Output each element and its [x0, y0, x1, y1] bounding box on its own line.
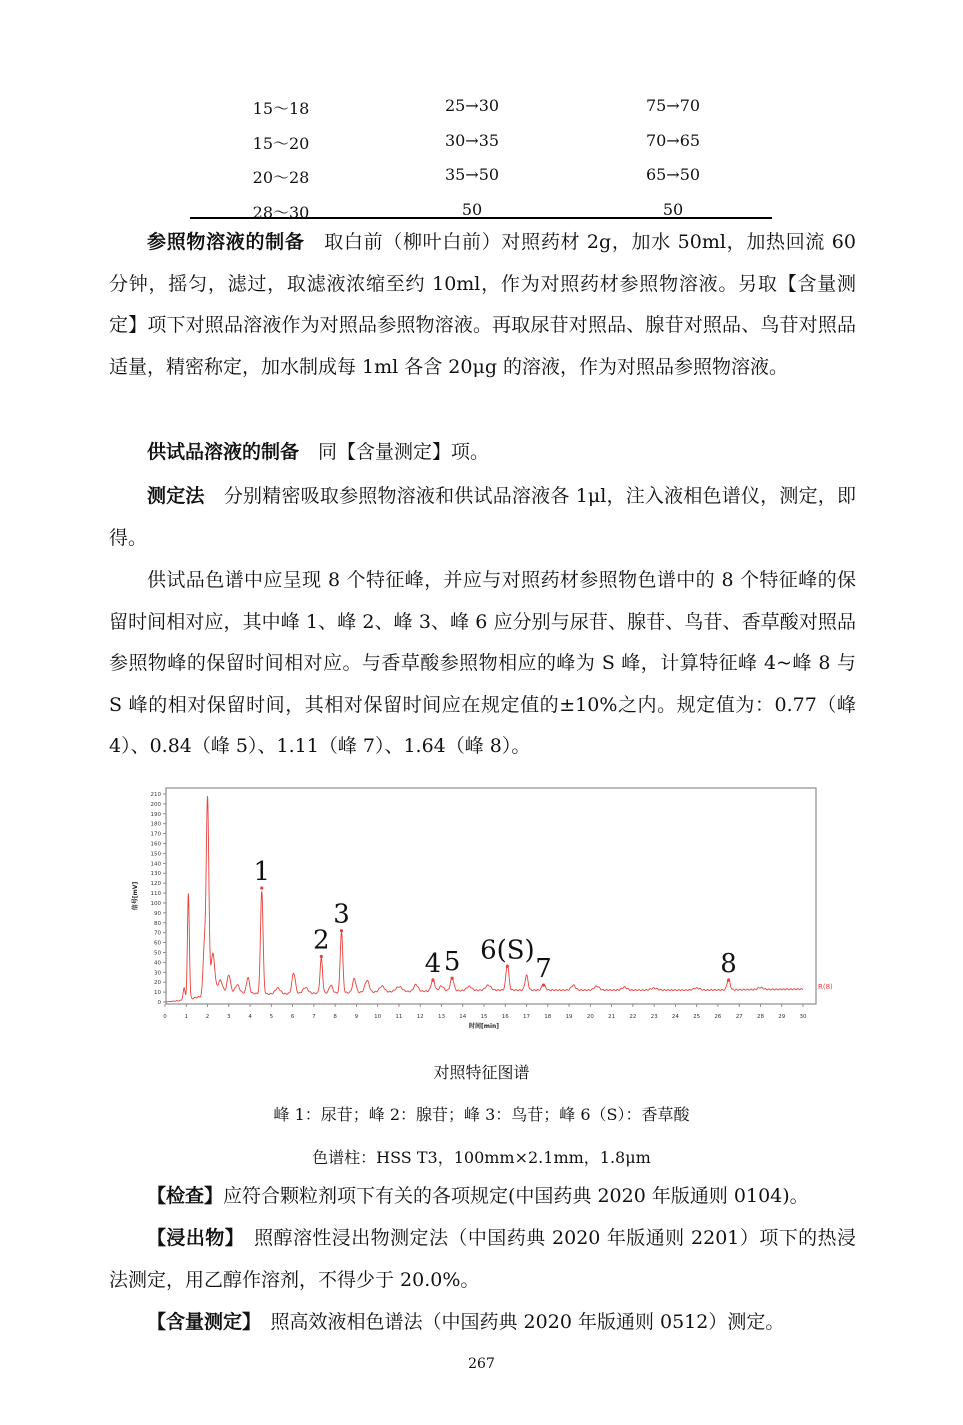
x-tick-label: 1: [184, 1014, 189, 1020]
x-tick-label: 26: [714, 1014, 722, 1020]
table-row: [190, 90, 772, 125]
x-tick-label: 3: [227, 1014, 231, 1020]
peak-label: 4: [424, 949, 442, 980]
phase-a-cell: 30→35: [444, 130, 500, 150]
extract-paragraph: [109, 1218, 856, 1301]
phase-b-cell: 50: [662, 199, 684, 219]
y-tick-label: 110: [150, 891, 161, 898]
peak-label: 5: [443, 947, 461, 978]
ref-solution-paragraph: [109, 222, 856, 388]
figure-column-note: 色谱柱：HSS T3，100mm×2.1mm，1.8μm: [312, 1148, 651, 1167]
x-tick-label: 20: [586, 1014, 594, 1020]
paragraph-text: 取白前（柳叶白前）对照药材 2g，加水 50ml，加热回流 60 分钟，摇匀，滤过，取滤液浓缩至约 10ml，作为对照药材参照物溶液。另取【含量测定】项下对照品溶液作为对照品参照物溶液。再取尿苷对照品、腺苷对照品、鸟苷对照品适量，精密称定，加水制成每 1ml 各含 20μg 的溶液，作为对照品参照物溶液。: [109, 231, 856, 378]
x-tick-label: 0: [163, 1014, 167, 1020]
phase-b-cell: 70→65: [645, 130, 701, 150]
y-tick-label: 180: [150, 821, 161, 828]
trace-label: R(8): [818, 983, 833, 992]
assay-paragraph: [109, 1302, 856, 1344]
section-lead: 【含量测定】: [147, 1311, 252, 1333]
y-tick-label: 150: [150, 851, 161, 858]
x-tick-label: 14: [459, 1014, 467, 1020]
x-tick-label: 17: [523, 1014, 531, 1020]
requirement-paragraph: [109, 560, 856, 768]
table-row: [190, 159, 772, 194]
y-tick-label: 0: [157, 1000, 161, 1006]
x-tick-label: 29: [778, 1014, 786, 1020]
x-tick-label: 9: [354, 1014, 359, 1020]
y-tick-label: 30: [154, 970, 161, 977]
section-lead: 供试品溶液的制备: [147, 441, 300, 463]
x-tick-label: 2: [205, 1014, 210, 1020]
x-tick-label: 30: [799, 1014, 807, 1020]
x-tick-label: 18: [544, 1014, 552, 1020]
x-tick-label: 13: [437, 1014, 445, 1020]
x-tick-label: 10: [374, 1014, 382, 1020]
y-tick-label: 50: [154, 950, 161, 957]
paragraph-text: 应符合颗粒剂项下有关的各项规定(中国药典 2020 年版通则 0104)。: [223, 1185, 809, 1207]
chromatogram-chart: [130, 784, 840, 1034]
x-tick-label: 8: [333, 1014, 337, 1020]
y-tick-label: 140: [150, 861, 161, 868]
x-tick-label: 21: [608, 1014, 616, 1020]
gradient-table: [190, 90, 772, 228]
phase-a-cell: 50: [461, 199, 483, 219]
section-lead: 测定法: [147, 485, 205, 507]
x-tick-label: 27: [735, 1014, 743, 1020]
y-tick-label: 40: [154, 960, 161, 967]
section-lead: 【检查】: [147, 1185, 224, 1207]
x-tick-label: 28: [756, 1014, 764, 1020]
peak-label: 3: [333, 899, 350, 930]
time-cell: 28～30: [252, 202, 310, 222]
time-cell: 15～18: [252, 99, 310, 118]
x-tick-label: 25: [693, 1014, 701, 1020]
time-cell: 15～20: [252, 133, 310, 153]
y-tick-label: 130: [150, 871, 161, 878]
y-tick-label: 20: [154, 980, 161, 987]
y-tick-label: 100: [150, 900, 161, 907]
test-solution-paragraph: [109, 432, 856, 474]
time-cell: 20～28: [252, 168, 310, 187]
y-tick-label: 10: [154, 990, 161, 997]
peak-label: 7: [535, 954, 552, 985]
x-tick-label: 22: [629, 1014, 637, 1020]
y-tick-label: 90: [154, 910, 161, 917]
y-tick-label: 190: [150, 811, 161, 818]
phase-b-cell: 65→50: [645, 165, 701, 184]
y-tick-label: 120: [150, 881, 161, 888]
x-axis-label: 时间[min]: [468, 1023, 500, 1030]
x-tick-label: 23: [650, 1014, 658, 1020]
phase-b-cell: 75→70: [645, 96, 701, 115]
peak-label: 8: [720, 949, 737, 980]
x-tick-label: 7: [312, 1014, 316, 1020]
x-tick-label: 15: [480, 1014, 488, 1020]
section-lead: 【浸出物】: [147, 1227, 235, 1249]
figure-peaks-legend: 峰 1：尿苷；峰 2：腺苷；峰 3：鸟苷；峰 6（S）：香草酸: [273, 1105, 690, 1124]
x-tick-label: 6: [290, 1014, 295, 1020]
phase-a-cell: 25→30: [444, 96, 500, 115]
paragraph-text: 照醇溶性浸出物测定法（中国药典 2020 年版通则 2201）项下的热浸法测定，用乙醇作溶剂，不得少于 20.0%。: [109, 1227, 856, 1291]
x-tick-label: 12: [416, 1014, 424, 1020]
peak-label: 6(S): [480, 935, 535, 966]
paragraph-text: 分别精密吸取参照物溶液和供试品溶液各 1μl，注入液相色谱仪，测定，即得。: [109, 485, 856, 549]
y-axis-label: 信号[mV]: [132, 881, 139, 911]
paragraph-text: 同【含量测定】项。: [299, 441, 490, 463]
x-tick-label: 19: [565, 1014, 573, 1020]
table-bottom-rule: [190, 217, 772, 219]
inspection-paragraph: [109, 1176, 856, 1218]
x-tick-label: 4: [248, 1014, 252, 1020]
x-tick-label: 5: [269, 1014, 274, 1020]
section-lead: 参照物溶液的制备: [147, 231, 305, 253]
figure-title: 对照特征图谱: [433, 1063, 530, 1082]
method-paragraph: [109, 476, 856, 559]
y-tick-label: 210: [150, 792, 161, 798]
y-tick-label: 170: [150, 831, 161, 838]
y-tick-label: 60: [154, 940, 161, 947]
y-tick-label: 200: [150, 801, 161, 808]
phase-a-cell: 35→50: [444, 165, 500, 184]
peak-label: 1: [253, 857, 271, 888]
y-tick-label: 160: [150, 841, 161, 848]
x-tick-label: 16: [501, 1014, 509, 1020]
y-tick-label: 80: [154, 920, 161, 927]
table-row: [190, 125, 772, 160]
page-number: 267: [468, 1356, 495, 1372]
peak-label: 2: [313, 925, 330, 956]
plot-frame: [166, 788, 816, 1004]
y-tick-label: 70: [154, 930, 161, 937]
x-tick-label: 24: [671, 1014, 679, 1020]
paragraph-text: 照高效液相色谱法（中国药典 2020 年版通则 0512）测定。: [251, 1311, 785, 1333]
paragraph-text: 供试品色谱中应呈现 8 个特征峰，并应与对照药材参照物色谱中的 8 个特征峰的保留时间相对应，其中峰 1、峰 2、峰 3、峰 6 应分别与尿苷、腺苷、鸟苷、香草酸对照品参照物峰的保留时间相对应。与香草酸参照物相应的峰为 S 峰，计算特征峰 4~峰 8 与 S 峰的相对保留时间，其相对保留时间应在规定值的±10%之内。规定值为：0.77（峰 4）、0.84（峰 5）、1.11（峰 7）、1.64（峰 8）。: [109, 569, 856, 757]
x-tick-label: 11: [395, 1014, 403, 1020]
